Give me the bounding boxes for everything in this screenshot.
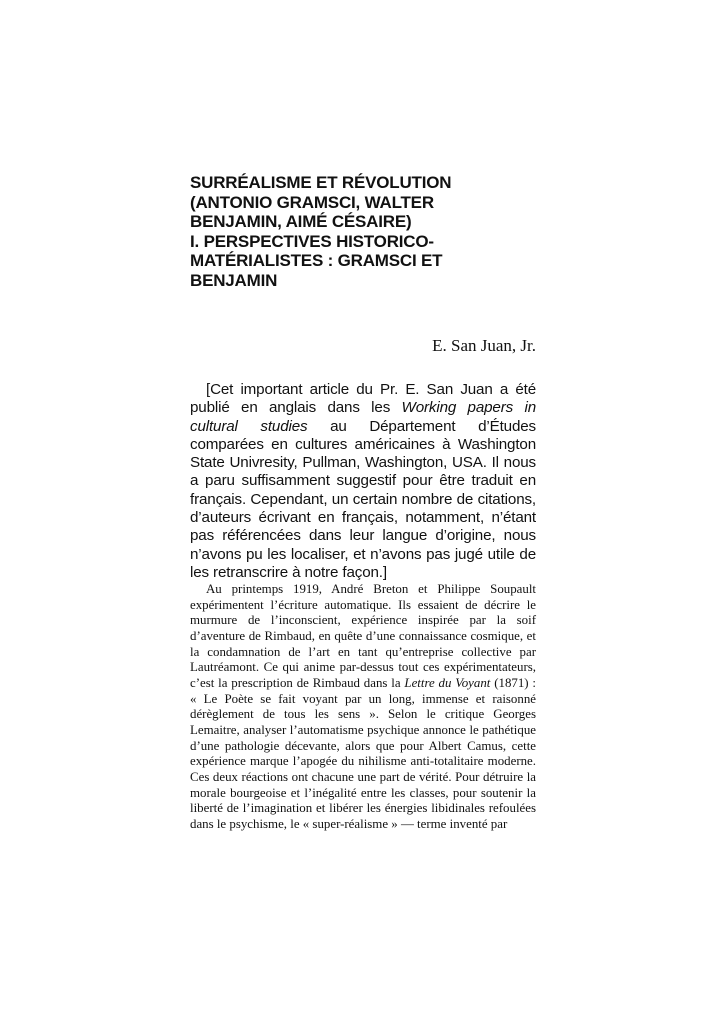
article-title <box>190 173 480 291</box>
title-line: SURRÉALISME ET RÉVOLUTION <box>190 173 452 192</box>
editorial-note-text: au Département d’Études comparées en cultures américaines à Washington State Univresity, Pullman, Washington, USA. Il nous a paru suffisamment suggestif pour être traduit en français. Cependant, un certain nombre de citations, d’auteurs écrivant en français, notamment, n’étant pas référencées dans leur langue d’origine, nous n’avons pu les localiser, et n’avons pas jugé utile de les retranscrire à notre façon.] <box>190 417 536 581</box>
body-text: (1871) : « Le Poète se fait voyant par un long, immense et raisonné dérèglement de tous les sens ». Selon le critique Georges Lemaitre, analyser l’automatisme psychique annonce le pathétique d’une pathologie décevante, alors que pour Albert Camus, cette expérience marque l’apogée du nihilisme anti-totalitaire moderne. Ces deux réactions ont chacune une part de vérité. Pour détruire la morale bourgeoise et l’inégalité entre les classes, pour soutenir la liberté de l’imagination et libérer les énergies libidinales refoulées dans le psychisme, le « super-réalisme » — terme inventé par <box>190 675 536 831</box>
title-line: BENJAMIN <box>190 270 278 290</box>
title-line: (ANTONIO GRAMSCI, WALTER <box>190 192 434 212</box>
editorial-note-text: [Cet important article du Pr. E. San Juan a été publié en anglais dans les <box>190 381 536 417</box>
body-italic: Lettre du Voyant <box>404 675 491 690</box>
title-line: BENJAMIN, AIMÉ CÉSAIRE) <box>190 212 412 232</box>
body-text: Au printemps 1919, André Breton et Philippe Soupault expérimentent l’écriture automatique. Ils essaient de décrire le murmure de l’inconscient, expérience inspirée par la soif d’aventure de Rimbaud, en quête d’une connaissance cosmique, et la condamnation de l’art en tant qu’entreprise collective par Lautréamont. Ce qui anime par-dessus tout ces expérimentateurs, c’est la prescription de Rimbaud dans la <box>190 582 536 690</box>
editorial-note <box>190 381 536 582</box>
editorial-note-italic: Working papers in cultural studies <box>190 399 536 435</box>
title-line: I. PERSPECTIVES HISTORICO- <box>190 231 434 251</box>
body-paragraph <box>190 582 536 833</box>
title-line: MATÉRIALISTES : GRAMSCI ET <box>190 251 443 271</box>
author-name: E. San Juan, Jr. <box>432 336 536 355</box>
